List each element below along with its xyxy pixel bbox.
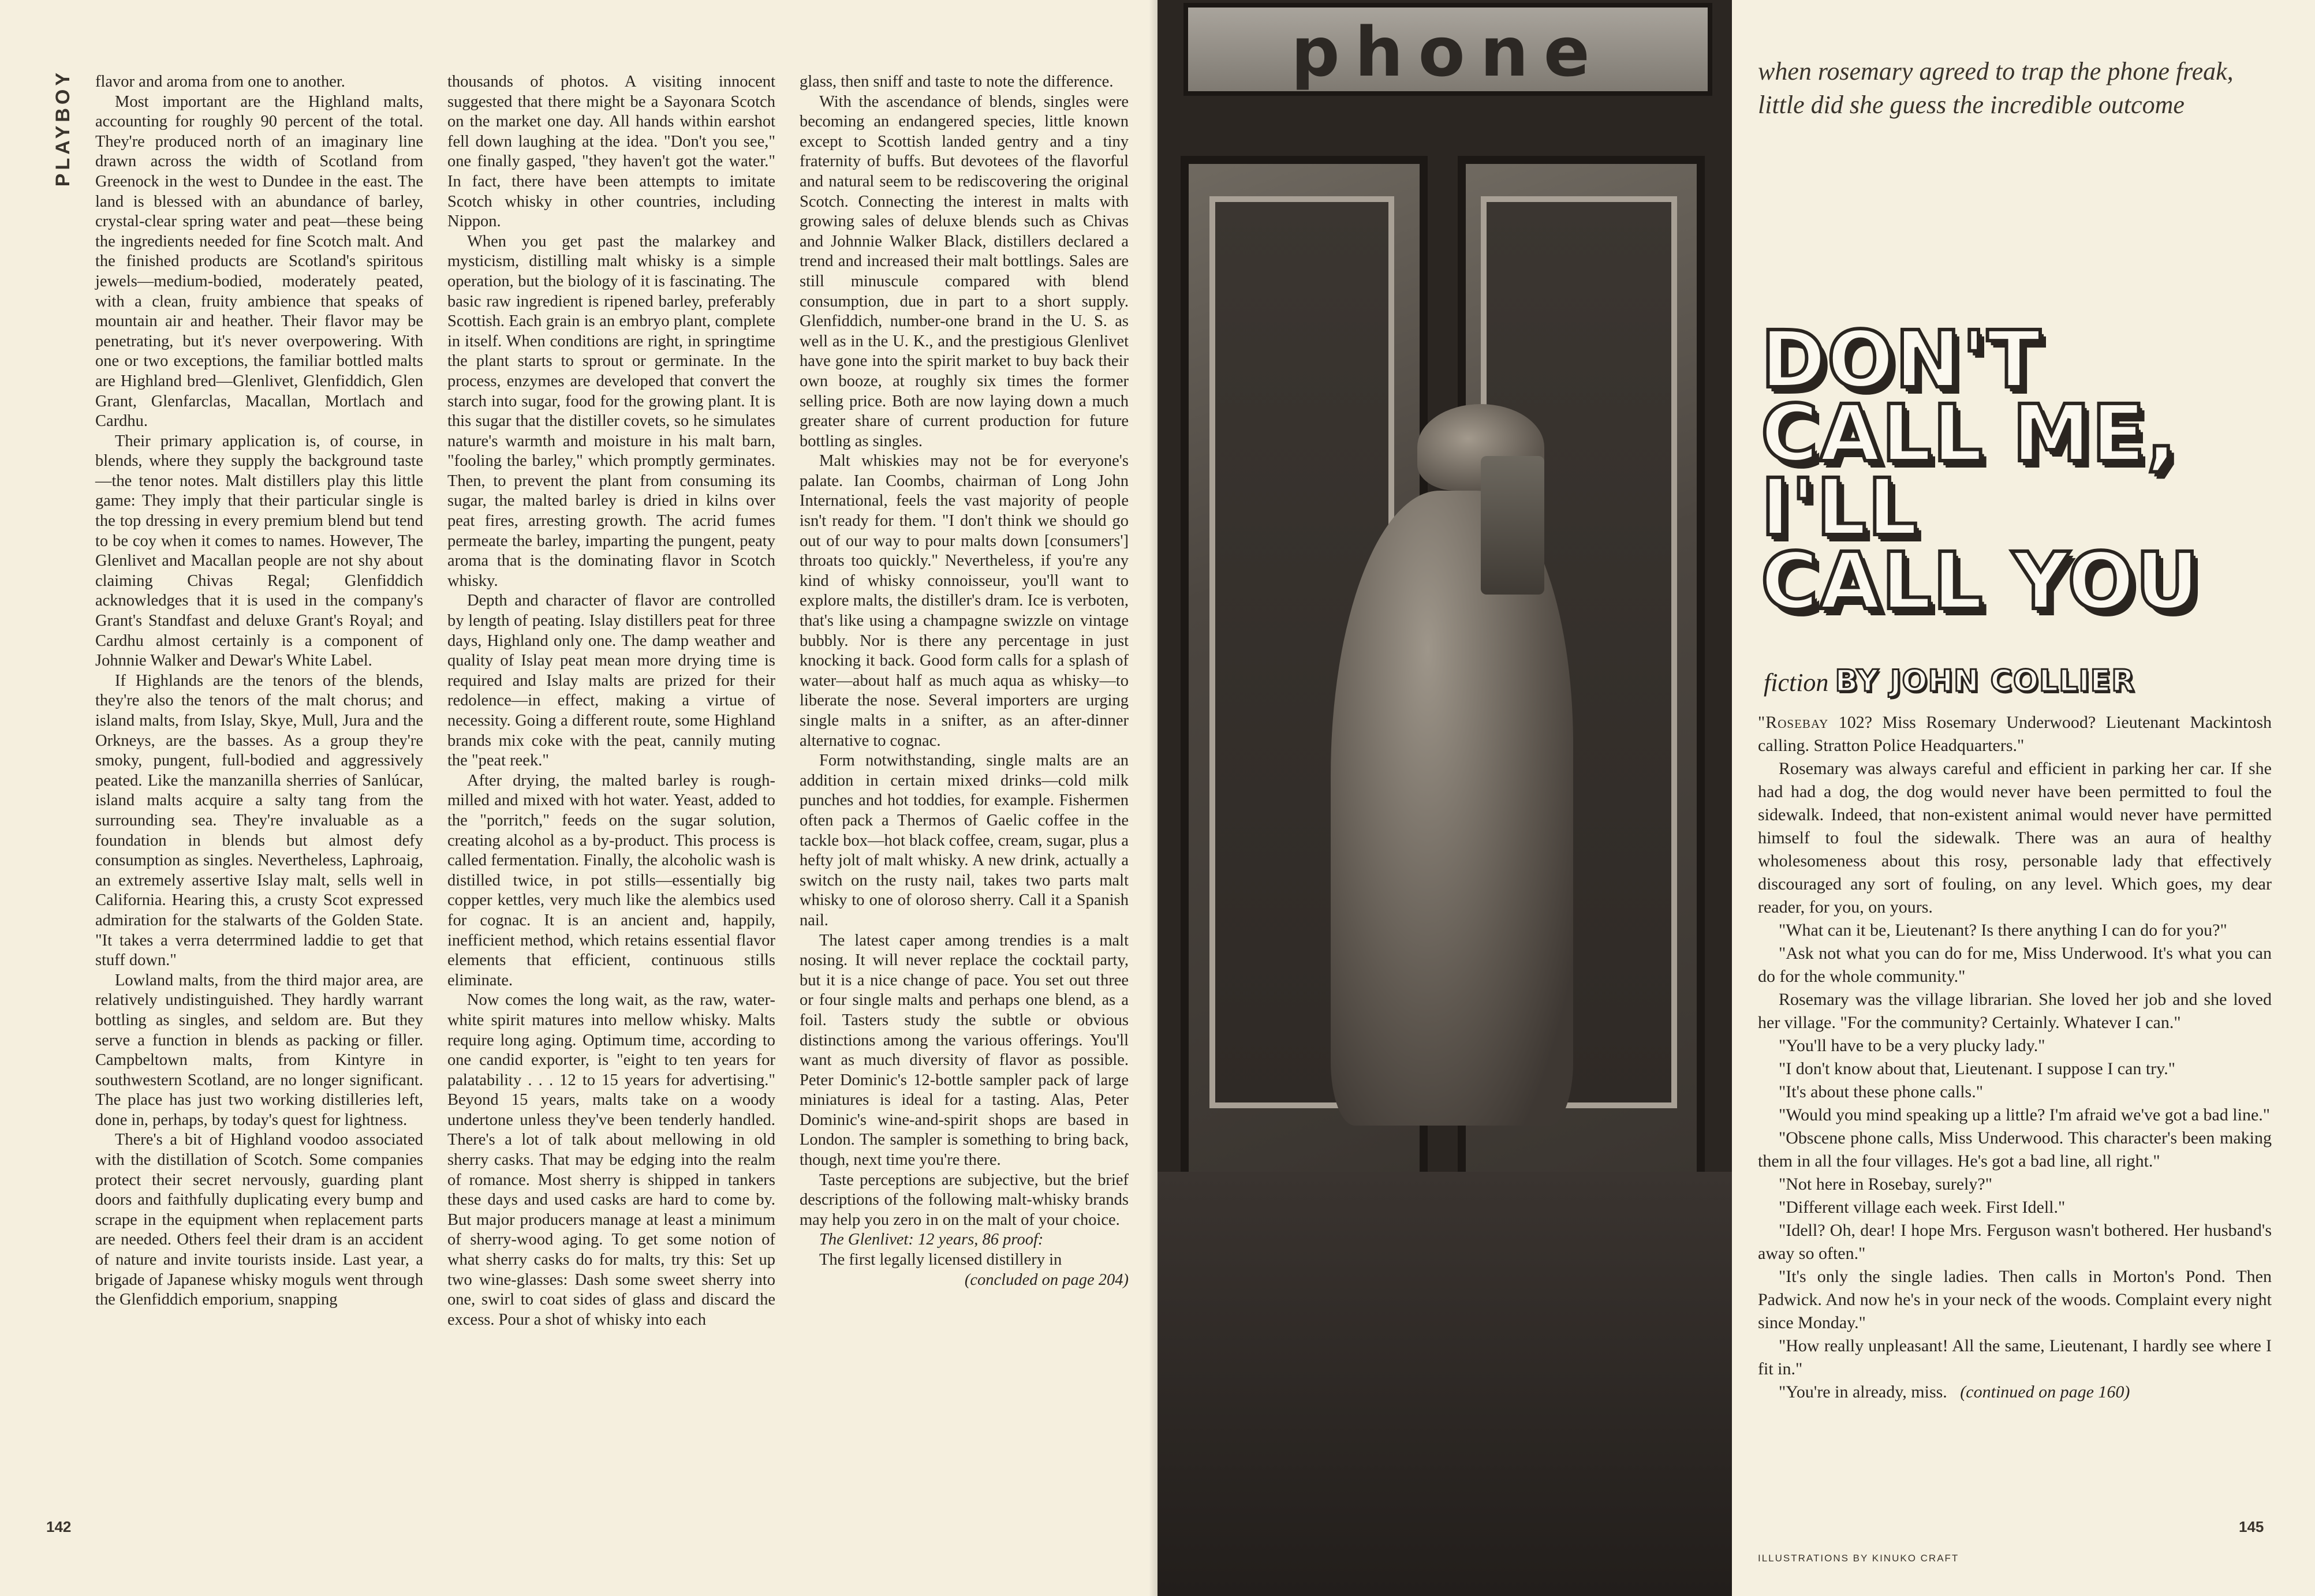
story-paragraph: "How really unpleasant! All the same, Lieutenant, I hardly see where I fit in." (1758, 1336, 2272, 1378)
paragraph: Malt whiskies may not be for everyone's palate. Ian Coombs, chairman of Long John International, feels the vast majority of people isn't ready for them. "I don't think we should go out of our way to pour malts down [consumers'] throats too quickly." Nevertheless, if you're any kind of whisky connoisseur, you'll want to explore malts, the distiller's dram. Ice is verboten, that's like using a champagne swizzle on vintage bubbly. Nor is there any percentage in just knocking it back. Good form calls for a splash of water—about half as much aqua as whisky—to liberate the nose. Several importers are urging single malts in a snifter, as an after-dinner alternative to cognac. (800, 452, 1129, 750)
story-paragraph: "Would you mind speaking up a little? I'm afraid we've got a bad line." (1779, 1105, 2271, 1124)
paragraph: The first legally licensed distillery in (819, 1251, 1062, 1269)
story-lead-rest: 102? Miss Rosemary Underwood? Lieutenant Mackintosh calling. Stratton Police Headquarters." (1758, 713, 2272, 755)
paragraph: With the ascendance of blends, singles were becoming an endangered species, little known except to Scottish landed gentry and a tiny fraternity of buffs. But devotees of the flavorful and natural seem to be rediscovering the original Scotch. Connecting the interest in malts with growing sales of deluxe blends such as Chivas and Johnnie Walker Black, distillers declared a trend and increased their malt bottlings. Sales are still minuscule compared with blend consumption, due in part to a short supply. Glenfiddich, number-one brand in the U. S. as well as in the U. K., and the prestigious Glenlivet have gone into the spirit market to buy back their own booze, at roughly six times the former selling price. Both are now laying down a much greater share of current production for future bottling as singles. (800, 92, 1129, 450)
story-paragraph: Rosemary was the village librarian. She loved her job and she loved her village. "For the community? Certainly. Whatever I can." (1758, 990, 2272, 1032)
paragraph: Now comes the long wait, as the raw, water-white spirit matures into mellow whisky. Malts require long aging. Optimum time, according to one candid exporter, is "eight to ten years for palatability . . . 12 to 15 years for advertising." Beyond 15 years, malts take on a woody undertone unless they've been tenderly handled. There's a lot of talk about mellowing in old sherry casks. That may be edging into the realm of romance. Most sherry is shipped in tankers these days and used casks are hard to come by. But major producers manage at least a minimum of sherry-wood aging. To get some notion of what sherry casks do for malts, try this: Set up two wine-glasses: Dash some sweet sherry into one, swirl to coat sides of glass and discard the excess. Pour a shot of whisky into each (447, 991, 775, 1329)
story-paragraph: "You'll have to be a very plucky lady." (1779, 1036, 2045, 1055)
section-kicker: fiction (1764, 668, 1829, 697)
headline-line: CALL YOU (1761, 536, 2201, 627)
jump-line: (concluded on page 204) (964, 1270, 1129, 1289)
story-paragraph (1758, 1381, 2272, 1404)
headline-line: DON'T (1761, 315, 2042, 406)
paragraph: The latest caper among trendies is a malt nosing. It will never replace the cocktail party, but it is a nice change of pace. You set out three or four single malts and perhaps one blend, as a foil. Tasters study the subtle or obvious distinctions among the various offerings. You'll want as much diversity of flavor as possible. Peter Dominic's 12-bottle sampler pack of large miniatures is ideal for a tasting. Alas, Peter Dominic's wine-and-spirit shops are based in London. The sampler is something to bring back, though, next time you're there. (800, 931, 1129, 1169)
caller-figure (1302, 404, 1590, 1154)
story-paragraph: "It's only the single ladies. Then calls in Morton's Pond. Then Padwick. And now he's in your neck of the woods. Complaint every night since Monday." (1758, 1267, 2272, 1332)
story-paragraph: "Different village each week. First Idell." (1779, 1198, 2066, 1217)
page-number-left: 142 (46, 1518, 72, 1535)
paragraph: Their primary application is, of course, in blends, where they supply the background taste—the tenor notes. Malt distillers play this little game: They imply that their particular single is the top dressing in every premium blend but tend to be coy when it comes to names. However, The Glenlivet and Macallan people are not shy about claiming Chivas Regal; Glenfiddich acknowledges that it is used in the company's Grant's Standfast and deluxe Grant's Royal; and Cardhu almost certainly is a component of Johnnie Walker and Dewar's White Label. (95, 432, 423, 670)
paragraph: There's a bit of Highland voodoo associated with the distillation of Scotch. Some companies protect their secret nervously, guarding plant doors and faithfully duplicating every bump and scrape in the equipment when replacement parts are needed. Others feel their dram is an accident of nature and invite tourists inside. Last year, a brigade of Japanese whisky moguls went through the Glenfiddich emporium, snapping (95, 1131, 423, 1309)
paragraph: Taste perceptions are subjective, but the brief descriptions of the following malt-whisky brands may help you zero in on the malt of your choice. (800, 1171, 1129, 1229)
story-last-line: "You're in already, miss. (1779, 1382, 1947, 1401)
story-lead: "Rosebay (1758, 713, 1829, 732)
byline (1764, 664, 2283, 698)
phone-sign-text: phone (1291, 12, 1605, 92)
paragraph: glass, then sniff and taste to note the difference. (800, 73, 1114, 91)
author-name: BY JOHN COLLIER (1835, 664, 2135, 698)
payphone (1481, 456, 1544, 595)
story-paragraph: "Ask not what you can do for me, Miss Underwood. It's what you can do for the whole community." (1758, 944, 2272, 986)
illustration-credit: ILLUSTRATIONS BY KINUKO CRAFT (1758, 1553, 1959, 1564)
article-column-2 (447, 72, 775, 1330)
story-headline (1761, 315, 2280, 627)
paragraph: Form notwithstanding, single malts are an addition in certain mixed drinks—cold milk punches and hot toddies, for example. Fishermen often pack a Thermos of Gaelic coffee in the tackle box—hot black coffee, cream, sugar, plus a hefty jolt of malt whisky. A new drink, actually a switch on the rusty nail, takes two parts malt whisky to one of oloroso sherry. Call it a Spanish nail. (800, 752, 1129, 929)
paragraph: Depth and character of flavor are controlled by length of peating. Islay distillers peat for three days, Highland only one. The damp weather and quality of Islay peat mean more drying time is required and Islay malts are prized for their redolence—in effect, making a virtue of necessity. Going a different route, some Highland brands mix coke with the peat, cannily muting the "peat reek." (447, 592, 775, 770)
story-paragraph: "What can it be, Lieutenant? Is there anything I can do for you?" (1779, 921, 2227, 940)
paragraph: flavor and aroma from one to another. (95, 73, 345, 91)
paragraph: Lowland malts, from the third major area, are relatively undistinguished. They hardly warrant bottling as singles, and seldom are. But they serve a function in blends as packing or filler. Campbeltown malts, from Kintyre in southwestern Scotland, are no longer significant. The place has just two working distilleries left, done in, perhaps, by today's quest for lightness. (95, 971, 423, 1129)
phone-sign (1183, 3, 1712, 96)
page-number-right: 145 (2239, 1518, 2264, 1535)
phone-booth-illustration (1158, 0, 1732, 1596)
booth-lower-panel (1158, 1172, 1732, 1596)
story-paragraph: "Idell? Oh, dear! I hope Mrs. Ferguson wasn't bothered. Her husband's away so often." (1758, 1221, 2272, 1263)
story-paragraph: "I don't know about that, Lieutenant. I suppose I can try." (1779, 1059, 2175, 1078)
story-tagline: when rosemary agreed to trap the phone freak, little did she guess the incredible outcome (1758, 57, 2234, 119)
story-paragraph: "It's about these phone calls." (1779, 1082, 1983, 1101)
story-paragraph: "Not here in Rosebay, surely?" (1779, 1175, 1992, 1194)
story-text (1758, 711, 2272, 1404)
story-paragraph (1758, 711, 2272, 757)
article-column-1 (95, 72, 423, 1310)
paragraph: If Highlands are the tenors of the blends, they're also the tenors of the malt chorus; and island malts, from Islay, Skye, Mull, Jura and the Orkneys, are the basses. As a group they're smoky, pungent, full-bodied and aggressively peated. Like the manzanilla sherries of Sanlúcar, island malts acquire a salty tang from the surrounding sea. They're invaluable as a foundation in blends but almost defy consumption as singles. Nevertheless, Laphroaig, an extremely assertive Islay malt, sells well in California. Hearing this, a crusty Scot expressed admiration for the stalwarts of the Golden State. "It takes a verra deterrmined laddie to get that stuff down." (95, 671, 423, 970)
article-column-3 (800, 72, 1129, 1290)
magazine-name: PLAYBOY (52, 69, 74, 187)
paragraph: When you get past the malarkey and mysticism, distilling malt whisky is a simple operation, but the biology of it is fascinating. The basic raw ingredient is ripened barley, preferably Scottish. Each grain is an embryo plant, complete in itself. When conditions are right, in springtime the plant starts to sprout or germinate. In the process, enzymes are developed that convert the starch into sugar, food for the growing plant. It is this sugar that the distiller covets, so he simulates nature's warmth and moisture in his malt barn, "fooling the barley," which promptly germinates. Then, to prevent the plant from consuming its sugar, the malted barley is dried in kilns over peat fires, arresting growth. The acrid fumes permeate the barley, imparting the pungent, peaty aroma that is the dominating flavor in Scotch whisky. (447, 232, 775, 590)
story-paragraph: Rosemary was always careful and efficient in parking her car. If she had had a dog, the dog would never have been permitted to foul the sidewalk. Indeed, that non-existent animal would never have permitted himself to foul the sidewalk. There was an aura of healthy wholesomeness about this rosy, personable lady that effectively discouraged any sort of fouling, on any level. Which goes, my dear reader, for you, on yours. (1758, 759, 2272, 917)
paragraph: Most important are the Highland malts, accounting for roughly 90 percent of the total. They're produced north of an imaginary line drawn across the width of Scotland from Greenock in the west to Dundee in the east. The land is blessed with an abundance of barley, crystal-clear spring water and peat—these being the ingredients needed for fine Scotch malt. And the finished products are Scotland's spiritous jewels—medium-bodied, moderately peated, with a clean, fruity ambience that speaks of mountain air and heather. Their flavor may be penetrating, but it's never overpowering. With one or two exceptions, the familiar bottled malts are Highland bred—Glenlivet, Glenfiddich, Glen Grant, Glenfarclas, Macallan, Mortlach and Cardhu. (95, 92, 423, 431)
brand-heading: The Glenlivet: 12 years, 86 proof: (819, 1231, 1044, 1249)
headline-line: CALL ME, (1761, 388, 2178, 480)
headline-line: I'LL (1761, 462, 1919, 554)
paragraph: thousands of photos. A visiting innocent suggested that there might be a Sayonara Scotch on the market one day. All hands within earshot fell down laughing at the idea. "Don't you see," one finally gasped, "they haven't got the water." In fact, there have been attempts to imitate Scotch whisky in other countries, including Nippon. (447, 73, 775, 231)
paragraph: After drying, the malted barley is rough-milled and mixed with hot water. Yeast, added to the "porritch," feeds on the sugar solution, creating alcohol as a by-product. This process is called fermentation. Finally, the alcoholic wash is distilled twice, in pot stills—essentially big copper kettles, very much like the alembics used for cognac. It is an ancient and, happily, inefficient method, which retains essential flavor elements that efficient, continuous stills eliminate. (447, 771, 775, 989)
continued-line: (continued on page 160) (1960, 1382, 2130, 1401)
story-paragraph: "Obscene phone calls, Miss Underwood. This character's been making them in all the four villages. He's got a bad line, all right." (1758, 1128, 2272, 1171)
